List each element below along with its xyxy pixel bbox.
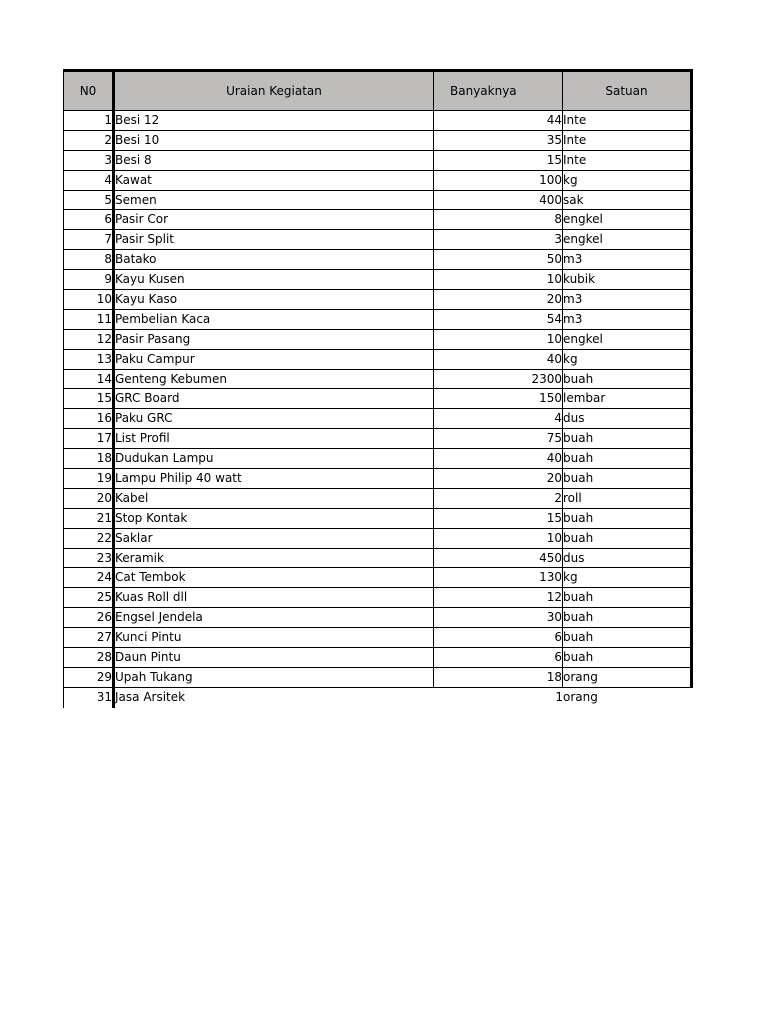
row-satuan: Inte [563,111,693,130]
row-banyaknya: 18 [434,668,563,687]
row-uraian: Paku Campur [115,350,434,369]
table-row [63,688,693,708]
row-uraian: Lampu Philip 40 watt [115,469,434,488]
row-banyaknya: 1 [555,689,563,704]
row-number: 20 [63,489,115,508]
header-no: N0 [63,72,115,110]
row-uraian: List Profil [115,429,434,448]
row-banyaknya: 450 [434,549,563,568]
table-header-row [63,69,693,111]
row-banyaknya: 10 [434,270,563,289]
table-row [63,608,693,628]
table-row [63,469,693,489]
row-uraian: Pasir Cor [115,210,434,229]
row-uraian: Kayu Kusen [115,270,434,289]
row-banyaknya: 40 [434,350,563,369]
row-uraian: Pembelian Kaca [115,310,434,329]
table-row [63,568,693,588]
row-banyaknya: 6 [434,648,563,667]
table-row [63,350,693,370]
row-uraian: Daun Pintu [115,648,434,667]
row-banyaknya: 2 [434,489,563,508]
table-row [63,151,693,171]
table-row [63,290,693,310]
row-number: 12 [63,330,115,349]
row-banyaknya: 20 [434,290,563,309]
table-row [63,529,693,549]
row-number: 5 [63,191,115,210]
row-uraian: Besi 8 [115,151,434,170]
row-banyaknya: 2300 [434,370,563,389]
table-row [63,509,693,529]
row-satuan: engkel [563,330,693,349]
row-banyaknya: 40 [434,449,563,468]
row-uraian: Keramik [115,549,434,568]
row-banyaknya: 10 [434,330,563,349]
table-row [63,549,693,569]
table-row [63,370,693,390]
row-number: 31 [63,688,115,708]
table-row [63,588,693,608]
table-row [63,668,693,688]
row-satuan: buah [563,509,693,528]
row-banyaknya: 75 [434,429,563,448]
row-number: 21 [63,509,115,528]
row-uraian: Saklar [115,529,434,548]
row-satuan: buah [563,588,693,607]
row-number: 26 [63,608,115,627]
row-uraian: Dudukan Lampu [115,449,434,468]
row-uraian: Pasir Split [115,230,434,249]
row-number: 22 [63,529,115,548]
row-number: 8 [63,250,115,269]
row-banyaknya: 44 [434,111,563,130]
row-banyaknya: 12 [434,588,563,607]
row-satuan: dus [563,549,693,568]
row-satuan: dus [563,409,693,428]
row-number: 15 [63,389,115,408]
row-satuan: kg [563,171,693,190]
row-satuan: kg [563,568,693,587]
table-row [63,489,693,509]
row-satuan: kg [563,350,693,369]
row-number: 6 [63,210,115,229]
table-row [63,429,693,449]
header-banyaknya: Banyaknya [434,72,563,110]
table-row [63,310,693,330]
material-table [63,69,693,708]
row-satuan: buah [563,648,693,667]
row-banyaknya: 150 [434,389,563,408]
row-number: 16 [63,409,115,428]
row-number: 3 [63,151,115,170]
row-uraian: Kuas Roll dll [115,588,434,607]
row-uraian: Paku GRC [115,409,434,428]
row-uraian: Genteng Kebumen [115,370,434,389]
table-row [63,409,693,429]
row-uraian: Besi 12 [115,111,434,130]
row-number: 14 [63,370,115,389]
table-row [63,191,693,211]
row-uraian: Kawat [115,171,434,190]
row-uraian: Jasa Arsitek [115,689,186,704]
row-number: 29 [63,668,115,687]
row-number: 11 [63,310,115,329]
row-satuan: Inte [563,131,693,150]
row-uraian: Kayu Kaso [115,290,434,309]
row-number: 23 [63,549,115,568]
row-number: 13 [63,350,115,369]
table-body [63,111,693,708]
row-banyaknya: 400 [434,191,563,210]
row-number: 7 [63,230,115,249]
table-row [63,330,693,350]
row-satuan: engkel [563,230,693,249]
table-row [63,210,693,230]
row-number: 4 [63,171,115,190]
row-uraian: Kunci Pintu [115,628,434,647]
row-satuan: m3 [563,250,693,269]
row-banyaknya: 130 [434,568,563,587]
table-row [63,131,693,151]
header-uraian-kegiatan: Uraian Kegiatan [115,72,434,110]
row-satuan: lembar [563,389,693,408]
row-number: 17 [63,429,115,448]
row-number: 19 [63,469,115,488]
row-banyaknya: 50 [434,250,563,269]
row-satuan: roll [563,489,693,508]
row-satuan: Inte [563,151,693,170]
row-banyaknya: 54 [434,310,563,329]
row-banyaknya: 35 [434,131,563,150]
row-satuan: kubik [563,270,693,289]
row-banyaknya: 30 [434,608,563,627]
row-uraian: Kabel [115,489,434,508]
row-satuan: buah [563,469,693,488]
table-row [63,648,693,668]
row-satuan: buah [563,370,693,389]
row-uraian: Pasir Pasang [115,330,434,349]
row-satuan: orang [563,689,598,704]
table-row [63,270,693,290]
row-number: 1 [63,111,115,130]
table-row [63,250,693,270]
table-row [63,628,693,648]
row-banyaknya: 15 [434,151,563,170]
row-satuan: m3 [563,290,693,309]
row-uraian: Semen [115,191,434,210]
row-banyaknya: 10 [434,529,563,548]
row-number: 27 [63,628,115,647]
row-satuan: buah [563,628,693,647]
row-banyaknya: 20 [434,469,563,488]
row-number: 28 [63,648,115,667]
row-banyaknya: 100 [434,171,563,190]
row-satuan: sak [563,191,693,210]
row-banyaknya: 4 [434,409,563,428]
header-satuan: Satuan [563,72,693,110]
row-number: 25 [63,588,115,607]
row-uraian: Cat Tembok [115,568,434,587]
row-uraian: Engsel Jendela [115,608,434,627]
table-row [63,230,693,250]
row-number: 24 [63,568,115,587]
row-satuan: buah [563,608,693,627]
row-banyaknya: 3 [434,230,563,249]
row-number: 2 [63,131,115,150]
row-banyaknya: 15 [434,509,563,528]
row-satuan: engkel [563,210,693,229]
table-row [63,389,693,409]
row-banyaknya: 8 [434,210,563,229]
row-uraian: Upah Tukang [115,668,434,687]
row-satuan: buah [563,429,693,448]
row-satuan: m3 [563,310,693,329]
row-satuan: buah [563,529,693,548]
table-row [63,449,693,469]
row-satuan: buah [563,449,693,468]
table-row [63,171,693,191]
row-uraian: Besi 10 [115,131,434,150]
row-banyaknya: 6 [434,628,563,647]
row-number: 10 [63,290,115,309]
table-row [63,111,693,131]
row-number: 18 [63,449,115,468]
row-uraian: GRC Board [115,389,434,408]
row-number: 9 [63,270,115,289]
row-satuan: orang [563,668,693,687]
row-uraian: Batako [115,250,434,269]
row-uraian: Stop Kontak [115,509,434,528]
